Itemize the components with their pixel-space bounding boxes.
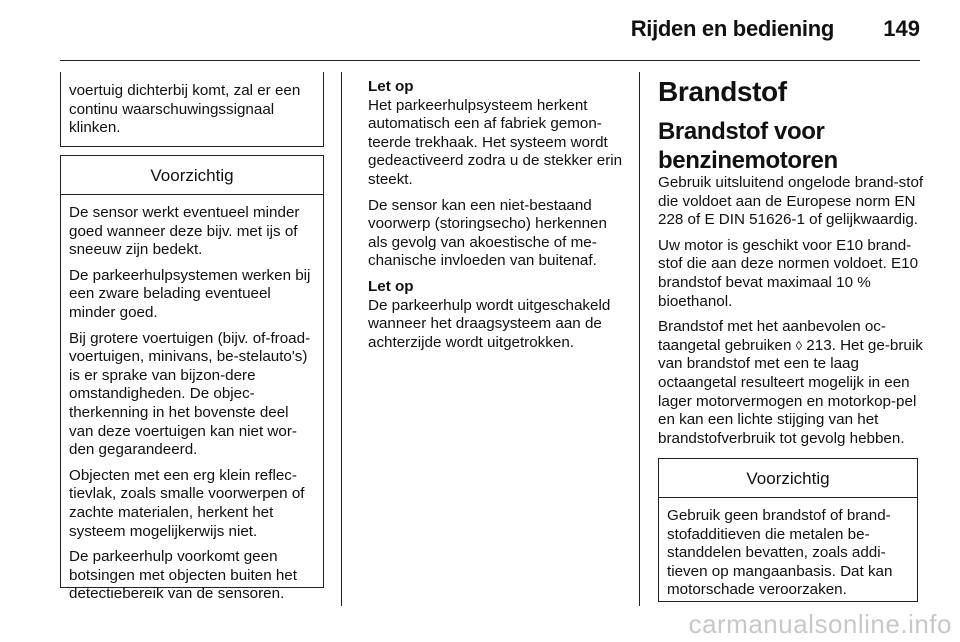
caution-paragraph: Gebruik geen brandstof of brand-stofadditieven die metalen be-standdelen bevatten, zoals addi-tieven op mangaanbasis. Dat kan motorschade veroorzaken. [667,507,893,599]
caution-box-fuel [658,458,918,602]
caution-paragraph: De sensor werkt eventueel minder goed wanneer deze bijv. met ijs of sneeuw zijn bedekt. [69,204,300,259]
caution-title: Voorzichtig [659,459,917,498]
watermark: carmanualsonline.info [688,609,952,639]
note-label: Let op [368,78,414,95]
note-label: Let op [368,277,414,295]
caution-paragraph: Bij grotere voertuigen (bijv. of-froad-voertuigen, minivans, be-stelauto's) is er sprake van bijzon-dere omstandigheden. De objec-therkenning in het bovenste deel van deze voertuigen kan niet wor-den gegarandeerd. [69,329,311,459]
body-paragraph: De sensor kan een niet-bestaand voorwerp (storingsecho) herkennen als gevolg van akoestische of me-chanische invloeden van buitenaf. [368,196,607,270]
header-divider [60,60,920,61]
body-paragraph: Gebruik uitsluitend ongelode brand-stof die voldoet aan de Europese norm EN 228 of E DIN 51626-1 of gelijkwaardig. [658,174,924,229]
column-3 [658,174,924,455]
cross-reference-icon: ◊ [795,337,803,353]
body-paragraph: Uw motor is geschikt voor E10 brand-stof die aan deze normen voldoet. E10 brandstof bevat maximaal 10 % bioethanol. [658,236,919,310]
caution-body [61,195,323,612]
section-heading: Brandstof [658,76,787,107]
body-paragraph [658,318,924,448]
page-header-title: Rijden en bediening [630,16,834,41]
note-text: Het parkeerhulpsysteem herkent automatisch een af fabriek gemon-teerde trekhaak. Het systeem wordt gedeactiveerd zodra u de stekker erin steekt. [368,96,623,188]
page-number: 149 [883,16,920,41]
subsection-heading: Brandstof voor benzinemotoren [658,118,838,174]
continued-text: voertuig dichterbij komt, zal er een continu waarschuwingssignaal klinken. [69,82,301,137]
caution-paragraph: De parkeerhulpsystemen werken bij een zware belading eventueel minder goed. [69,266,311,321]
column-divider [341,72,342,606]
column-2 [368,78,624,359]
body-text: 213. Het ge-bruik van brandstof met een te laag octaangetal resulteert mogelijk in een lager motorvermogen en motorkop-pel en kan een lichte stijging van het brandstofverbruik tot gevolg hebben. [658,336,923,447]
column-divider [639,72,640,606]
caution-paragraph: Objecten met een erg klein reflec-tievlak, zoals smalle voorwerpen of zachte materialen, herkent het systeem mogelijkerwijs niet. [69,466,305,540]
caution-title: Voorzichtig [61,156,323,195]
caution-box-parking-sensors [60,155,324,603]
continued-caution-box [60,72,324,147]
note-text: De parkeerhulp wordt uitgeschakeld wanneer het draagsysteem aan de achterzijde wordt uitgetrokken. [368,296,611,351]
caution-paragraph: De parkeerhulp voorkomt geen botsingen met objecten buiten het detectiebereik van de sensoren. [69,548,297,603]
body-text: Brandstof met het aanbevolen oc-taangetal gebruiken [658,318,886,354]
caution-body [659,498,917,608]
